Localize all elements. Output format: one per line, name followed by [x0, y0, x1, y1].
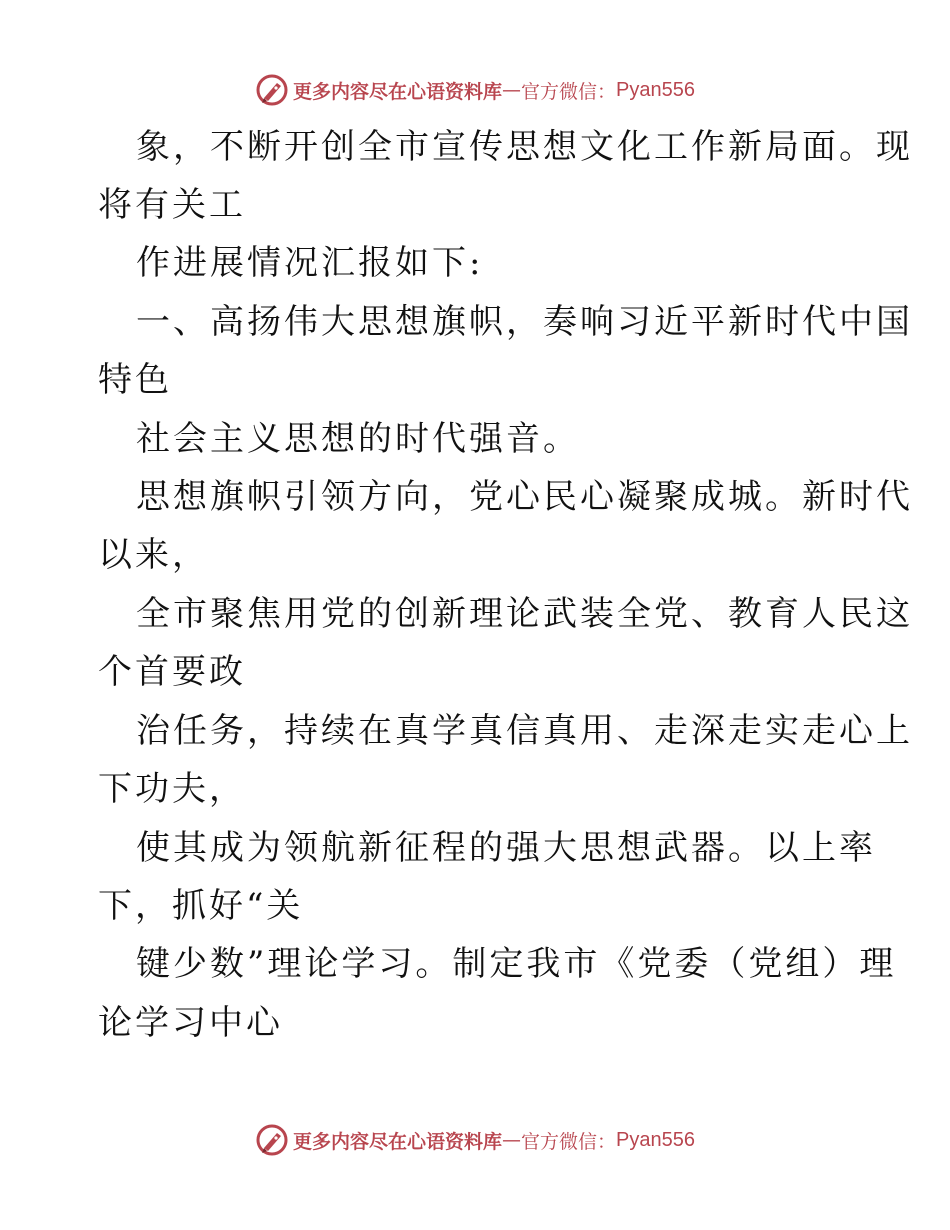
body-line: 下，抓好“关 — [98, 886, 304, 926]
pen-logo-icon — [255, 1123, 289, 1157]
body-line: 社会主义思想的时代强音。 — [136, 419, 580, 459]
footer-watermark — [0, 1120, 950, 1160]
body-line: 个首要政 — [98, 652, 246, 692]
body-line: 特色 — [98, 360, 172, 400]
watermark-wechat-id: Pyan556 — [616, 78, 695, 101]
body-line: 以来， — [98, 535, 209, 575]
body-line: 下功夫， — [98, 769, 246, 809]
body-line: 象，不断开创全市宣传思想文化工作新局面。现 — [136, 127, 913, 167]
watermark-label: 官方微信： — [521, 1130, 617, 1153]
watermark-main-text: 更多内容尽在心语资料库 — [293, 1130, 503, 1153]
body-line: 使其成为领航新征程的强大思想武器。以上率 — [136, 828, 876, 868]
watermark-separator: — — [502, 79, 522, 101]
body-line: 论学习中心 — [98, 1003, 283, 1043]
watermark-label: 官方微信： — [521, 80, 617, 103]
pen-logo-icon — [255, 73, 289, 107]
body-line: 一、高扬伟大思想旗帜，奏响习近平新时代中国 — [136, 302, 913, 342]
body-line: 治任务，持续在真学真信真用、走深走实走心上 — [136, 711, 913, 751]
body-line: 思想旗帜引领方向，党心民心凝聚成城。新时代 — [136, 477, 913, 517]
watermark-wechat-id: Pyan556 — [616, 1128, 695, 1151]
watermark-separator: — — [502, 1129, 522, 1151]
body-line: 作进展情况汇报如下: — [136, 243, 484, 283]
body-line: 键少数”理论学习。制定我市《党委（党组）理 — [136, 944, 897, 984]
body-line: 将有关工 — [98, 185, 246, 225]
header-watermark — [0, 70, 950, 110]
body-line: 全市聚焦用党的创新理论武装全党、教育人民这 — [136, 594, 913, 634]
watermark-main-text: 更多内容尽在心语资料库 — [293, 80, 503, 103]
